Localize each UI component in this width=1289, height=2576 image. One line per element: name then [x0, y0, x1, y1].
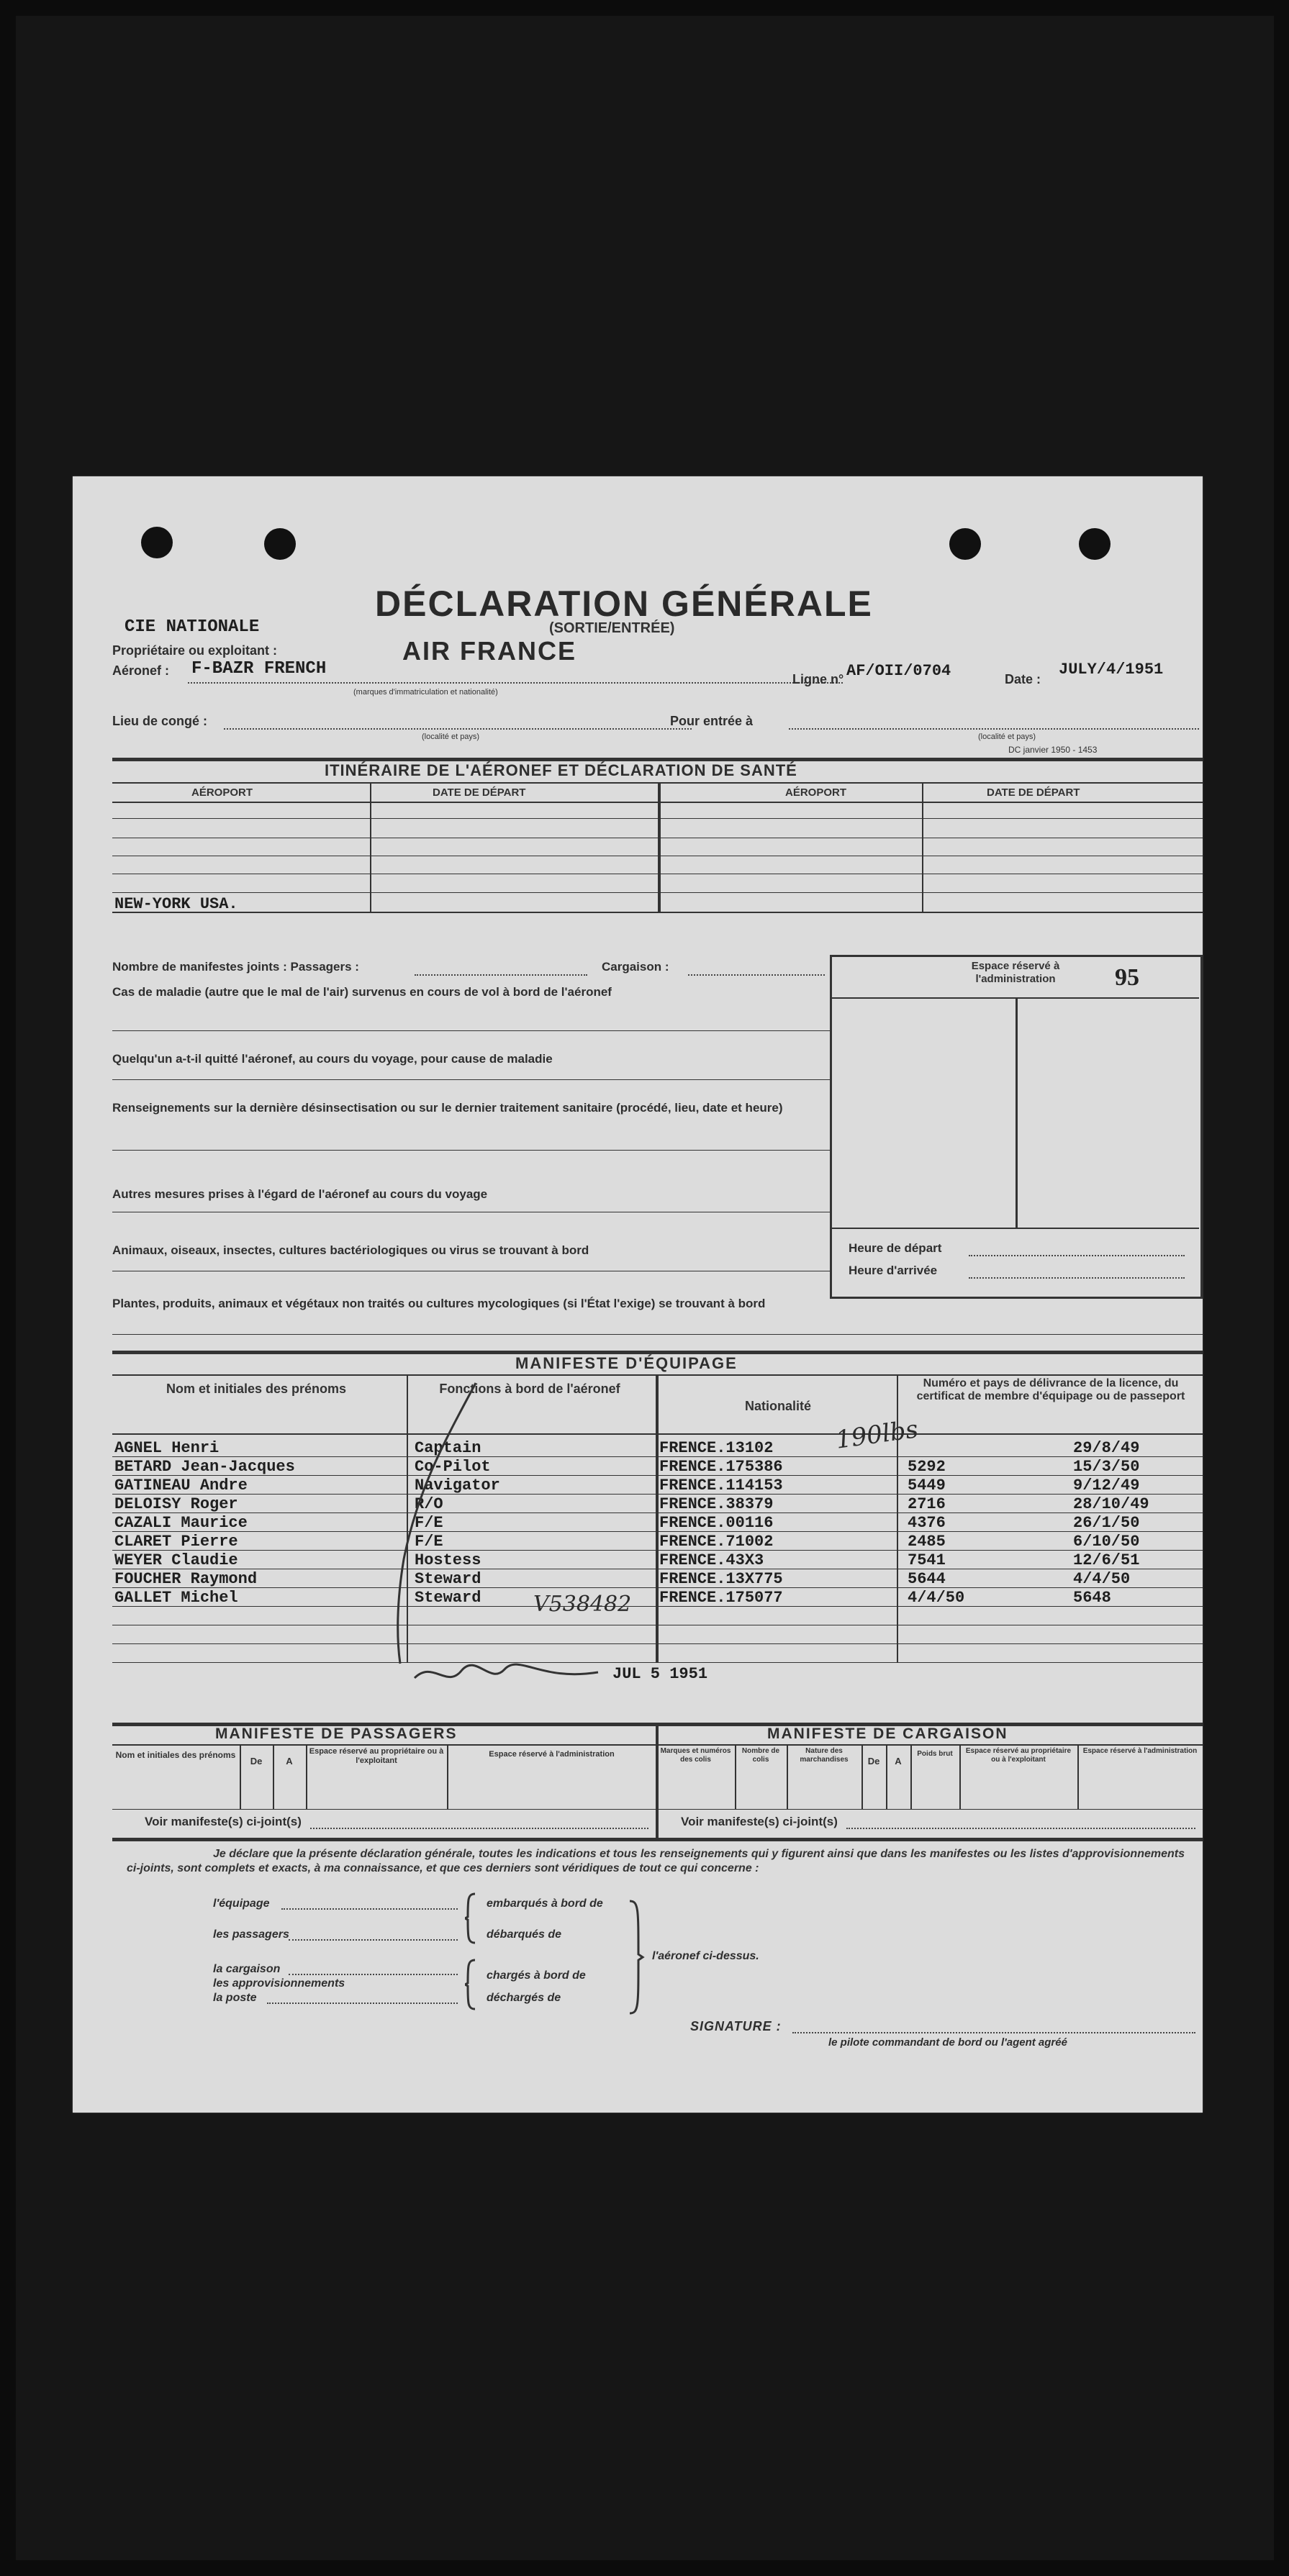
- crew-license: 4376: [908, 1514, 946, 1532]
- crew-license: 5292: [908, 1458, 946, 1476]
- crew-date: 5648: [1073, 1589, 1111, 1607]
- crew-license: 5644: [908, 1570, 946, 1588]
- signature-scribble: [411, 1656, 605, 1692]
- illness-label: Cas de maladie (autre que le mal de l'air) survenus en cours de vol à bord de l'aéronef: [112, 985, 612, 999]
- crew-date: 15/3/50: [1073, 1458, 1140, 1476]
- large-bracket: [627, 1900, 646, 2015]
- dotted-line: [846, 1828, 1195, 1829]
- rule: [832, 1228, 1199, 1229]
- col-airport-1: AÉROPORT: [191, 786, 253, 799]
- left-label: Quelqu'un a-t-il quitté l'aéronef, au cours du voyage, pour cause de maladie: [112, 1052, 553, 1066]
- aircraft-note: (marques d'immatriculation et nationalité): [353, 688, 498, 697]
- crew-nationality: FRENCE.71002: [659, 1533, 774, 1551]
- rule: [112, 1809, 1203, 1810]
- crew-function: Captain: [415, 1439, 481, 1457]
- crew-name: BETARD Jean-Jacques: [114, 1458, 295, 1476]
- punch-hole: [141, 527, 173, 558]
- entry-line: [789, 728, 1199, 730]
- crew-nationality: FRENCE.175386: [659, 1458, 783, 1476]
- crew-license: 5449: [908, 1477, 946, 1495]
- decl-crew: l'équipage: [213, 1897, 270, 1910]
- table-row-rule: [112, 1494, 1203, 1495]
- signature-note: le pilote commandant de bord ou l'agent agréé: [828, 2036, 1067, 2049]
- depart-time-label: Heure de départ: [849, 1241, 942, 1255]
- dotted-line: [289, 1974, 458, 1975]
- rule: [112, 1334, 1203, 1335]
- form-reference: DC janvier 1950 - 1453: [1008, 745, 1098, 755]
- cargo-col-owner: Espace réservé au propriétaire ou à l'exploitant: [965, 1747, 1072, 1764]
- dotted-line: [969, 1255, 1185, 1256]
- pass-col-owner: Espace réservé au propriétaire ou à l'exploitant: [309, 1747, 444, 1765]
- table-row-rule: [112, 1587, 1203, 1588]
- rule: [112, 1150, 832, 1151]
- cargo-see-attached: Voir manifeste(s) ci-joint(s): [681, 1815, 838, 1828]
- crew-col-name: Nom et initiales des prénoms: [166, 1382, 347, 1396]
- crew-date: 28/10/49: [1073, 1495, 1149, 1513]
- dotted-line: [281, 1908, 458, 1910]
- crew-nationality: FRENCE.13102: [659, 1439, 774, 1457]
- aircraft-value: F-BAZR FRENCH: [191, 659, 327, 679]
- crew-nationality: FRENCE.38379: [659, 1495, 774, 1513]
- declaration-text: Je déclare que la présente déclaration générale, toutes les indications et tous les renseignements qui y figurent ainsi que dans les manifestes ou les listes d'approvisionnements ci-joints, sont complets et exacts, à ma connaissance, et que ces derniers sont véridiques de tout ce qui concerne :: [127, 1848, 1185, 1874]
- table-row-rule: [112, 1550, 1203, 1551]
- measures-label: Autres mesures prises à l'égard de l'aéronef au cours du voyage: [112, 1187, 488, 1201]
- crew-function: R/O: [415, 1495, 443, 1513]
- signature-line: [792, 2032, 1195, 2033]
- pass-col-a: A: [286, 1756, 293, 1767]
- crew-date: 29/8/49: [1073, 1439, 1140, 1457]
- departure-note: (localité et pays): [422, 733, 480, 741]
- decl-loaded: chargés à bord de: [487, 1969, 586, 1982]
- date-stamp: JUL 5 1951: [612, 1665, 708, 1683]
- crew-heading: MANIFESTE D'ÉQUIPAGE: [515, 1354, 738, 1372]
- decl-passengers: les passagers: [213, 1928, 289, 1941]
- crew-name: CAZALI Maurice: [114, 1514, 248, 1532]
- cargo-col-a: A: [895, 1756, 902, 1767]
- crew-license: 7541: [908, 1551, 946, 1569]
- dotted-line: [688, 974, 825, 976]
- rule: [1016, 997, 1018, 1228]
- rule: [656, 1723, 659, 1838]
- date-label: Date :: [1005, 672, 1041, 686]
- passengers-heading: MANIFESTE DE PASSAGERS: [215, 1725, 458, 1742]
- crew-date: 26/1/50: [1073, 1514, 1140, 1532]
- crew-date: 4/4/50: [1073, 1570, 1131, 1588]
- crew-nationality: FRENCE.13X775: [659, 1570, 783, 1588]
- punch-hole: [1079, 528, 1111, 560]
- crew-license: 2485: [908, 1533, 946, 1551]
- crew-col-function: Fonctions à bord de l'aéronef: [439, 1382, 620, 1396]
- declaration-form: [73, 476, 1203, 2113]
- crew-function: F/E: [415, 1514, 443, 1532]
- crew-function: Hostess: [415, 1551, 481, 1569]
- crew-function: Navigator: [415, 1477, 500, 1495]
- entry-note: (localité et pays): [978, 733, 1036, 741]
- rule: [370, 782, 371, 912]
- table-row-rule: [112, 1662, 1203, 1663]
- admin-number: 95: [1115, 964, 1139, 991]
- cargo-col-de: De: [867, 1756, 880, 1767]
- crew-date: 9/12/49: [1073, 1477, 1140, 1495]
- dotted-line: [289, 1939, 458, 1941]
- decl-mail: la poste: [213, 1992, 257, 2004]
- dotted-line: [310, 1828, 648, 1829]
- pass-see-attached: Voir manifeste(s) ci-joint(s): [145, 1815, 302, 1828]
- crew-function: Co-Pilot: [415, 1458, 491, 1476]
- bracket: [465, 1959, 479, 2010]
- crew-nationality: FRENCE.00116: [659, 1514, 774, 1532]
- table-row-rule: [112, 1606, 1203, 1607]
- departure-line: [224, 728, 692, 730]
- col-date-2: DATE DE DÉPART: [987, 786, 1080, 799]
- rule: [656, 1374, 659, 1662]
- crew-function: Steward: [415, 1570, 481, 1588]
- bracket: [465, 1892, 479, 1944]
- pass-col-name: Nom et initiales des prénoms: [115, 1750, 236, 1760]
- decl-unloaded: déchargés de: [487, 1992, 561, 2004]
- animals-label: Animaux, oiseaux, insectes, cultures bactériologiques ou virus se trouvant à bord: [112, 1243, 589, 1257]
- owner-label: Propriétaire ou exploitant :: [112, 643, 278, 658]
- punch-hole: [264, 528, 296, 560]
- owner-value: AIR FRANCE: [402, 636, 576, 666]
- cargo-col-weight: Poids brut: [917, 1750, 953, 1758]
- decl-supplies: les approvisionnements: [213, 1977, 345, 1990]
- dotted-line: [415, 974, 587, 976]
- plants-label: Plantes, produits, animaux et végétaux non traités ou cultures mycologiques (si l'État l'exige) se trouvant à bord: [112, 1297, 766, 1310]
- disinsect-label: Renseignements sur la dernière désinsectisation ou sur le dernier traitement sanitaire (procédé, lieu, date et heure): [112, 1101, 783, 1115]
- crew-name: DELOISY Roger: [114, 1495, 238, 1513]
- line-value: AF/OII/0704: [846, 662, 951, 680]
- crew-date: 6/10/50: [1073, 1533, 1140, 1551]
- crew-date: 12/6/51: [1073, 1551, 1140, 1569]
- cargo-heading: MANIFESTE DE CARGAISON: [767, 1725, 1008, 1742]
- handwritten-code: V538482: [533, 1592, 632, 1617]
- crew-name: FOUCHER Raymond: [114, 1570, 258, 1588]
- crew-function: F/E: [415, 1533, 443, 1551]
- table-row-rule: [112, 1456, 1203, 1457]
- manifests-label: Nombre de manifestes joints : Passagers :: [112, 960, 359, 974]
- rule: [922, 782, 923, 912]
- rule: [306, 1744, 307, 1809]
- crew-col-nationality: Nationalité: [744, 1399, 811, 1413]
- decl-disembarked: débarqués de: [487, 1928, 562, 1941]
- crew-name: GALLET Michel: [114, 1589, 238, 1607]
- rule: [658, 782, 661, 912]
- arrival-time-label: Heure d'arrivée: [849, 1264, 938, 1277]
- aircraft-label: Aéronef :: [112, 663, 170, 678]
- pass-col-de: De: [250, 1756, 263, 1767]
- line-label: Ligne n°: [792, 672, 844, 686]
- entry-label: Pour entrée à: [670, 714, 754, 728]
- date-value: JULY/4/1951: [1059, 661, 1164, 679]
- company-name: CIE NATIONALE: [125, 617, 260, 637]
- crew-name: CLARET Pierre: [114, 1533, 238, 1551]
- itinerary-heading: ITINÉRAIRE DE L'AÉRONEF ET DÉCLARATION DE SANTÉ: [325, 761, 797, 779]
- decl-embarked: embarqués à bord de: [487, 1897, 603, 1910]
- cargo-col-nature: Nature des marchandises: [800, 1747, 849, 1764]
- dotted-line: [969, 1277, 1185, 1279]
- first-airport: NEW-YORK USA.: [114, 895, 238, 913]
- table-row-rule: [112, 1475, 1203, 1476]
- decl-cargo: la cargaison: [213, 1963, 281, 1975]
- departure-label: Lieu de congé :: [112, 714, 208, 728]
- pass-col-admin: Espace réservé à l'administration: [489, 1750, 615, 1759]
- form-subtitle: (SORTIE/ENTRÉE): [549, 620, 675, 636]
- crew-license: 2716: [908, 1495, 946, 1513]
- crew-license: 4/4/50: [908, 1589, 965, 1607]
- crew-nationality: FRENCE.114153: [659, 1477, 783, 1495]
- rule: [112, 912, 1203, 913]
- rule: [447, 1744, 448, 1809]
- cargo-col-marks: Marques et numéros des colis: [660, 1747, 731, 1764]
- col-airport-2: AÉROPORT: [785, 786, 847, 799]
- rule: [240, 1744, 241, 1809]
- cargo-col-count: Nombre de colis: [741, 1747, 780, 1764]
- signature-label: SIGNATURE :: [690, 2019, 782, 2033]
- decl-aircraft: l'aéronef ci-dessus.: [652, 1950, 759, 1962]
- dotted-line: [267, 2003, 458, 2004]
- crew-function: Steward: [415, 1589, 481, 1607]
- punch-hole: [949, 528, 981, 560]
- rule: [112, 1079, 832, 1080]
- cargo-label: Cargaison :: [602, 960, 669, 974]
- col-date-1: DATE DE DÉPART: [433, 786, 526, 799]
- crew-name: AGNEL Henri: [114, 1439, 220, 1457]
- rule: [112, 1030, 832, 1031]
- crew-name: WEYER Claudie: [114, 1551, 238, 1569]
- admin-heading: Espace réservé à l'administration: [971, 960, 1060, 985]
- form-title: DÉCLARATION GÉNÉRALE: [375, 584, 873, 624]
- cargo-col-admin: Espace réservé à l'administration: [1082, 1747, 1198, 1755]
- rule: [273, 1744, 274, 1809]
- crew-nationality: FRENCE.175077: [659, 1589, 783, 1607]
- crew-col-license: Numéro et pays de délivrance de la licence, du certificat de membre d'équipage ou de passeport: [916, 1377, 1185, 1402]
- crew-nationality: FRENCE.43X3: [659, 1551, 764, 1569]
- aircraft-line: [188, 682, 843, 684]
- handwritten-note: 190lbs: [833, 1415, 921, 1455]
- table-row-rule: [112, 1531, 1203, 1532]
- rule: [112, 1838, 1203, 1841]
- handwritten-bracket: [389, 1379, 483, 1667]
- table-row-rule: [112, 1643, 1203, 1644]
- crew-name: GATINEAU Andre: [114, 1477, 248, 1495]
